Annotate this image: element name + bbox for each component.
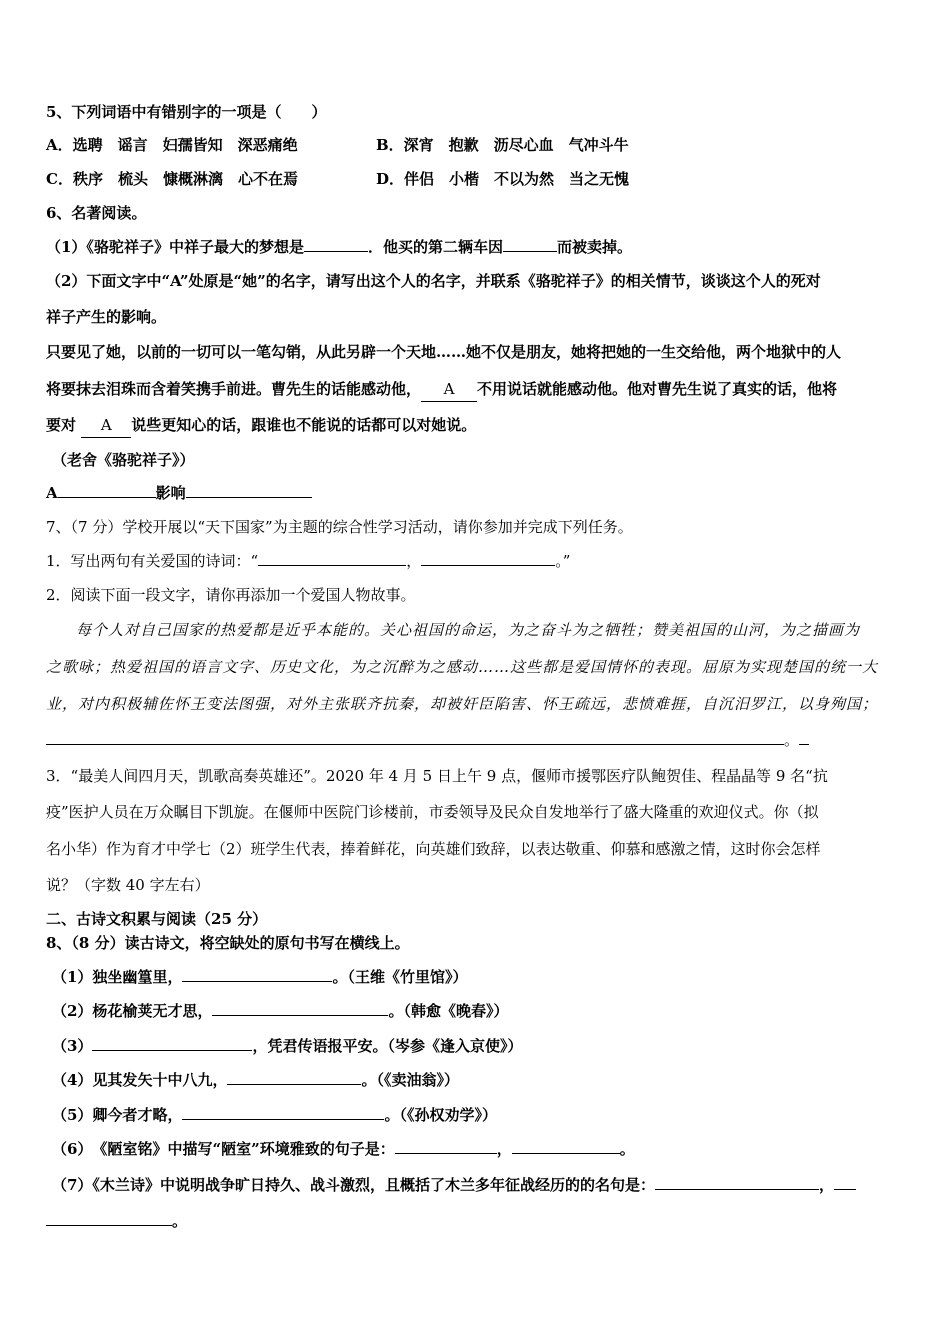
q7-task3-line4: 说？（字数 40 字左右）	[46, 876, 210, 894]
q7-para-line1: 每个人对自己国家的热爱都是近乎本能的。关心祖国的命运，为之奋斗为之牺牲；赞美祖国的山河，为之描画为	[76, 621, 861, 639]
q6-title: 6、名著阅读。	[46, 204, 147, 222]
q7-para-line4: 。	[46, 728, 906, 752]
q8-item1: （1）独坐幽篁里， 。（王维《竹里馆》）	[52, 965, 912, 989]
answer-blank[interactable]	[655, 1173, 819, 1190]
q8-item2: （2）杨花榆荚无才思， 。（韩愈《晚春》）	[52, 999, 912, 1023]
q7-task1: 1．写出两句有关爱国的诗词：“ ， 。”	[46, 549, 906, 573]
answer-blank[interactable]	[512, 1137, 620, 1154]
answer-blank[interactable]	[834, 1173, 856, 1190]
q5-option-a: A．选聘 谣言 妇孺皆知 深恶痛绝	[46, 136, 298, 154]
answer-blank[interactable]	[92, 1034, 252, 1051]
q6-part2-line1: （2）下面文字中“A”处原是“她”的名字，请写出这个人的名字，并联系《骆驼祥子》的相关情节，谈谈这个人的死对	[46, 272, 821, 290]
placeholder-a: A	[81, 413, 131, 438]
q8-item6: （6） 《陋室铭》中描写“陋室”环境雅致的句子是： ， 。	[52, 1137, 912, 1161]
answer-blank[interactable]	[304, 235, 368, 252]
section2-title: 二、古诗文积累与阅读（25 分）	[46, 910, 268, 928]
answer-blank[interactable]	[395, 1137, 497, 1154]
q8-item4: （4）见其发矢十中八九， 。（《卖油翁》）	[52, 1068, 912, 1092]
q5-stem: 5、下列词语中有错别字的一项是（ ）	[46, 103, 327, 121]
answer-blank[interactable]	[182, 1103, 384, 1120]
placeholder-a: A	[421, 377, 477, 402]
q5-option-c: C．秩序 梳头 慷概淋漓 心不在焉	[46, 170, 298, 188]
answer-blank[interactable]	[227, 1068, 361, 1085]
answer-blank[interactable]	[186, 481, 312, 498]
q8-title: 8、（8 分）读古诗文，将空缺处的原句书写在横线上。	[46, 934, 410, 952]
q8-item3: （3） ，凭君传语报平安。（岑参《逢入京使》）	[52, 1034, 912, 1058]
q7-task2: 2．阅读下面一段文字，请你再添加一个爱国人物故事。	[46, 586, 416, 604]
q6-passage-line2: 将要抹去泪珠而含着笑携手前进。曹先生的话能感动他， A 不用说话就能感动他。他对曹先生说了真实的话，他将	[46, 377, 906, 402]
q5-option-d: D．伴侣 小楷 不以为然 当之无愧	[376, 170, 630, 188]
q7-task3-line1: 3．“最美人间四月天，凯歌高奏英雄还”。2020 年 4 月 5 日上午 9 点，偃师市援鄂医疗队鲍贺佳、程晶晶等 9 名“抗	[46, 767, 828, 785]
q8-item5: （5）卿今者才略， 。（《孙权劝学》）	[52, 1103, 912, 1127]
answer-blank[interactable]	[212, 999, 388, 1016]
answer-blank[interactable]	[46, 728, 784, 745]
q7-para-line2: 之歌咏；热爱祖国的语言文字、历史文化，为之沉醉为之感动……这些都是爱国情怀的表现。屈原为实现楚国的统一大	[46, 658, 879, 676]
answer-blank[interactable]	[503, 235, 557, 252]
answer-blank[interactable]	[421, 549, 555, 566]
answer-blank[interactable]	[258, 549, 406, 566]
q6-part2-line2: 祥子产生的影响。	[46, 308, 167, 326]
answer-blank[interactable]	[58, 481, 156, 498]
q8-item7-line1: （7）《木兰诗》中说明战争旷日持久、战斗激烈，且概括了木兰多年征战经历的的名句是： ，	[52, 1173, 912, 1197]
q6-part1: （1）《骆驼祥子》中祥子最大的梦想是 ．他买的第二辆车因 而被卖掉。	[46, 235, 906, 259]
q7-para-line3: 业，对内积极辅佐怀王变法图强，对外主张联齐抗秦，却被奸臣陷害、怀王疏远，悲愤难捱，自沉汨罗江，以身殉国；	[46, 695, 879, 713]
q7-title: 7、（7 分）学校开展以“天下国家”为主题的综合性学习活动，请你参加并完成下列任务。	[46, 518, 633, 536]
q7-task3-line2: 疫”医护人员在万众瞩目下凯旋。在偃师中医院门诊楼前，市委领导及民众自发地举行了盛大隆重的欢迎仪式。你（拟	[46, 803, 819, 821]
q6-source: （老舍《骆驼祥子》）	[52, 451, 195, 469]
q5-option-b: B．深宵 抱歉 沥尽心血 气冲斗牛	[376, 136, 629, 154]
q8-item7-line2: 。	[46, 1209, 906, 1233]
q6-answer-line: A 影响	[46, 481, 906, 505]
answer-blank[interactable]	[46, 1209, 172, 1226]
answer-blank[interactable]	[182, 965, 332, 982]
q7-task3-line3: 名小华）作为育才中学七（2）班学生代表，捧着鲜花，向英雄们致辞，以表达敬重、仰慕和感激之情，这时你会怎样	[46, 840, 821, 858]
q6-passage-line3: 要对 A 说些更知心的话，跟谁也不能说的话都可以对她说。	[46, 413, 906, 438]
q6-passage-line1: 只要见了她，以前的一切可以一笔勾销，从此另辟一个天地……她不仅是朋友，她将把她的一生交给他，两个地狱中的人	[46, 343, 842, 361]
